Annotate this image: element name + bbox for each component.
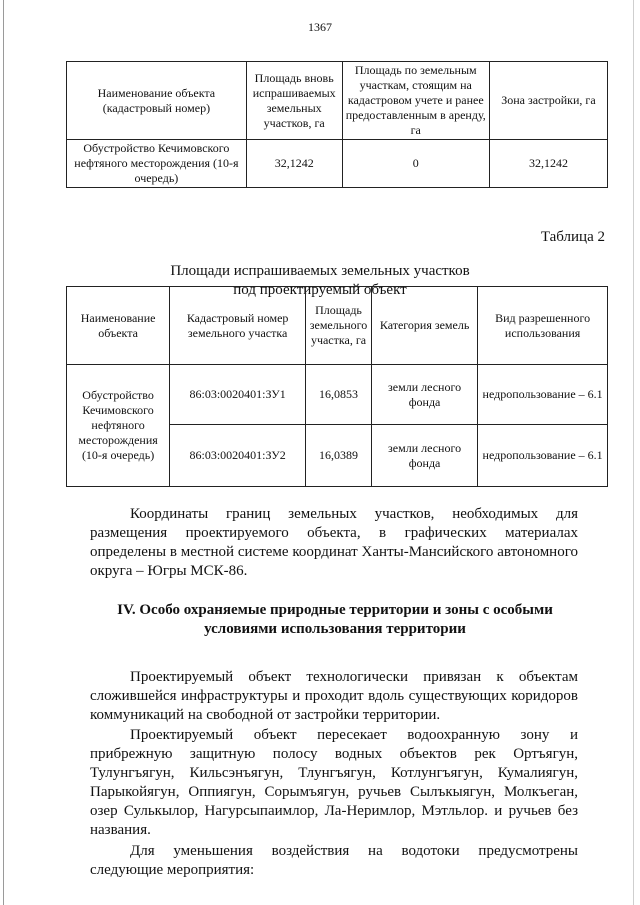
body-paragraph: Проектируемый объект пересекает водоохранную зону и прибрежную защитную полосу водных объектов рек Ортъягун, Тулунгъягун, Кильсэнъягун, Тлунгъягун, Котлунгъягун, Кумалиягун, Парыкойягун, Оппиягун, Сорымъягун, ручьев Сылъкыягун, Молкъеган, озер Сулькылор, Нагурсыпаимлор, Ла-Неримлор, Мэтльлор. и ручьев без названия.: [90, 727, 578, 838]
table-header-cell: Категория земель: [371, 287, 477, 365]
area-cell: 16,0389: [306, 425, 372, 487]
page-number: 1367: [308, 20, 332, 34]
table-header-cell: Площадь земельного участка, га: [306, 287, 372, 365]
table-caption: Таблица 2: [540, 229, 605, 245]
object-name-cell: Обустройство Кечимовского нефтяного месторождения (10-я очередь): [67, 365, 170, 487]
land-area-summary-table: [66, 61, 608, 188]
table-header-row: [67, 62, 608, 140]
table-header-cell: Наименование объекта: [67, 287, 170, 365]
coordinates-paragraph: Координаты границ земельных участков, необходимых для размещения проектируемого объекта, в графических материалах определены в местной системе координат Ханты-Мансийского автономного округа – Югры МСК-86.: [90, 506, 578, 579]
table-header-cell: Вид разрешенного использования: [478, 287, 608, 365]
land-plots-table: [66, 286, 608, 487]
land-category-cell: земли лесного фонда: [371, 425, 477, 487]
cadastral-number-cell: 86:03:0020401:ЗУ1: [170, 365, 306, 425]
scan-right-edge: [633, 0, 634, 905]
table-title-line: Площади испрашиваемых земельных участков: [170, 263, 470, 279]
area-cell: 16,0853: [306, 365, 372, 425]
table-header-cell: Кадастровый номер земельного участка: [170, 287, 306, 365]
table-header-cell: Площадь вновь испрашиваемых земельных участков, га: [246, 62, 342, 140]
scan-left-edge: [3, 0, 4, 905]
land-category-cell: земли лесного фонда: [371, 365, 477, 425]
body-paragraph: Проектируемый объект технологически привязан к объектам сложившейся инфраструктуры и проходит вдоль существующих коридоров коммуникаций на свободной от застройки территории.: [90, 669, 578, 723]
table-title-line: под проектируемый объект: [233, 281, 407, 298]
permitted-use-cell: недропользование – 6.1: [478, 365, 608, 425]
permitted-use-cell: недропользование – 6.1: [478, 425, 608, 487]
table-header-cell: Зона застройки, га: [489, 62, 607, 140]
table-header-cell: Наименование объекта (кадастровый номер): [67, 62, 247, 140]
table-cell: 0: [342, 140, 489, 188]
table-header-row: [67, 287, 608, 365]
table-cell: Обустройство Кечимовского нефтяного месторождения (10-я очередь): [67, 140, 247, 188]
section-heading: IV. Особо охраняемые природные территории и зоны с особыми условиями использования территории: [117, 602, 553, 637]
body-paragraph: Для уменьшения воздействия на водотоки предусмотрены следующие мероприятия:: [90, 843, 578, 878]
cadastral-number-cell: 86:03:0020401:ЗУ2: [170, 425, 306, 487]
table-cell: 32,1242: [489, 140, 607, 188]
table-header-cell: Площадь по земельным участкам, стоящим на кадастровом учете и ранее предоставленным в аренду, га: [342, 62, 489, 140]
table-row: [67, 140, 608, 188]
table-cell: 32,1242: [246, 140, 342, 188]
table-row: [67, 365, 608, 425]
